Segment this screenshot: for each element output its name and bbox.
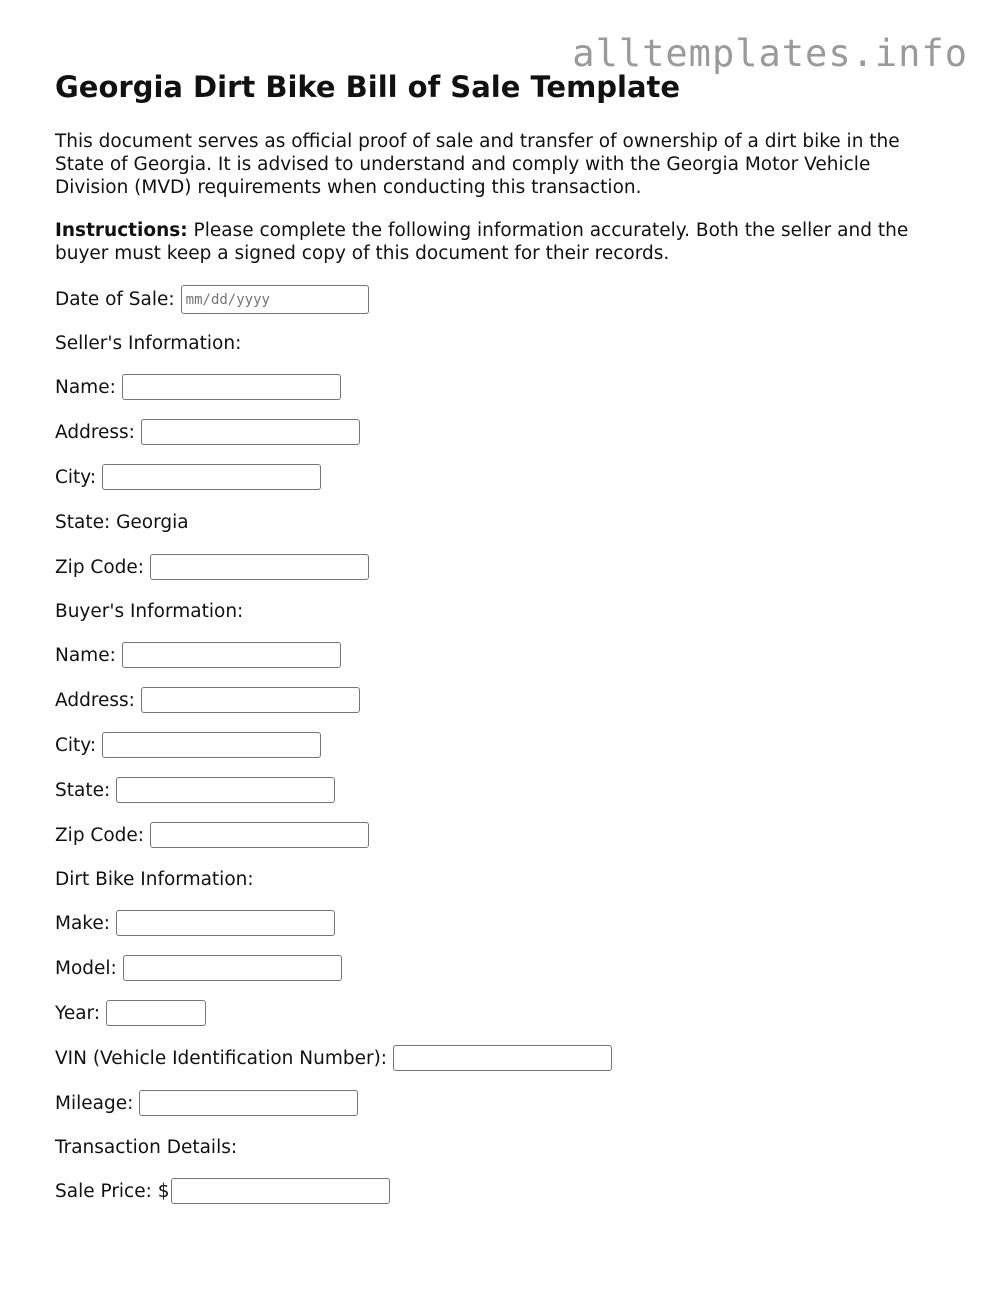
instructions-paragraph (55, 219, 935, 265)
instructions-label: Instructions: (55, 220, 188, 241)
seller-state-text: State: Georgia (55, 511, 189, 533)
buyer-state-input[interactable] (116, 777, 335, 803)
seller-city-input[interactable] (102, 464, 321, 490)
bike-make-input[interactable] (116, 910, 335, 936)
date-of-sale-input[interactable] (181, 285, 369, 314)
buyer-address-row (55, 685, 935, 715)
seller-city-row (55, 462, 935, 492)
sale-price-input[interactable] (171, 1178, 390, 1204)
document-body (55, 68, 935, 1221)
bike-mileage-row (55, 1088, 935, 1118)
buyer-name-label: Name: (55, 644, 116, 666)
bike-year-label: Year: (55, 1002, 101, 1024)
seller-city-label: City: (55, 466, 97, 488)
bike-make-row (55, 908, 935, 938)
seller-address-input[interactable] (141, 419, 360, 445)
seller-name-input[interactable] (122, 374, 341, 400)
seller-name-label: Name: (55, 376, 116, 398)
seller-address-row (55, 417, 935, 447)
buyer-zip-row (55, 820, 935, 850)
seller-address-label: Address: (55, 421, 135, 443)
buyer-heading: Buyer's Information: (55, 601, 244, 622)
seller-zip-input[interactable] (150, 554, 369, 580)
bike-mileage-input[interactable] (139, 1090, 358, 1116)
buyer-name-input[interactable] (122, 642, 341, 668)
buyer-address-input[interactable] (141, 687, 360, 713)
watermark: alltemplates.info (572, 32, 968, 75)
page-title: Georgia Dirt Bike Bill of Sale Template (55, 70, 681, 104)
bike-vin-input[interactable] (393, 1045, 612, 1071)
buyer-state-row (55, 775, 935, 805)
bike-vin-label: VIN (Vehicle Identification Number): (55, 1047, 388, 1069)
buyer-name-row (55, 640, 935, 670)
bike-model-input[interactable] (123, 955, 342, 981)
instructions-text: Please complete the following information accurately. Both the seller and the buyer must keep a signed copy of this document for their records. (55, 220, 909, 264)
bike-model-row (55, 953, 935, 983)
bike-make-label: Make: (55, 912, 110, 934)
transaction-heading: Transaction Details: (55, 1137, 238, 1158)
bike-heading: Dirt Bike Information: (55, 869, 254, 890)
buyer-zip-label: Zip Code: (55, 824, 145, 846)
buyer-zip-input[interactable] (150, 822, 369, 848)
seller-state-row (55, 507, 935, 537)
sale-price-row (55, 1176, 935, 1206)
buyer-city-input[interactable] (102, 732, 321, 758)
bike-year-row (55, 998, 935, 1028)
date-of-sale-row (55, 284, 935, 314)
buyer-address-label: Address: (55, 689, 135, 711)
bike-model-label: Model: (55, 957, 117, 979)
seller-zip-label: Zip Code: (55, 556, 145, 578)
sale-price-label: Sale Price: $ (55, 1180, 170, 1202)
seller-zip-row (55, 552, 935, 582)
seller-name-row (55, 372, 935, 402)
bike-vin-row (55, 1043, 935, 1073)
seller-heading: Seller's Information: (55, 333, 242, 354)
buyer-city-label: City: (55, 734, 97, 756)
bike-mileage-label: Mileage: (55, 1092, 134, 1114)
bike-year-input[interactable] (106, 1000, 206, 1026)
intro-paragraph: This document serves as official proof of sale and transfer of ownership of a dirt bike in the State of Georgia. It is advised to understand and comply with the Georgia Motor Vehicle Division (MVD) requirements when conducting this transaction. (55, 131, 900, 198)
buyer-state-label: State: (55, 779, 111, 801)
date-of-sale-label: Date of Sale: (55, 288, 175, 310)
buyer-city-row (55, 730, 935, 760)
